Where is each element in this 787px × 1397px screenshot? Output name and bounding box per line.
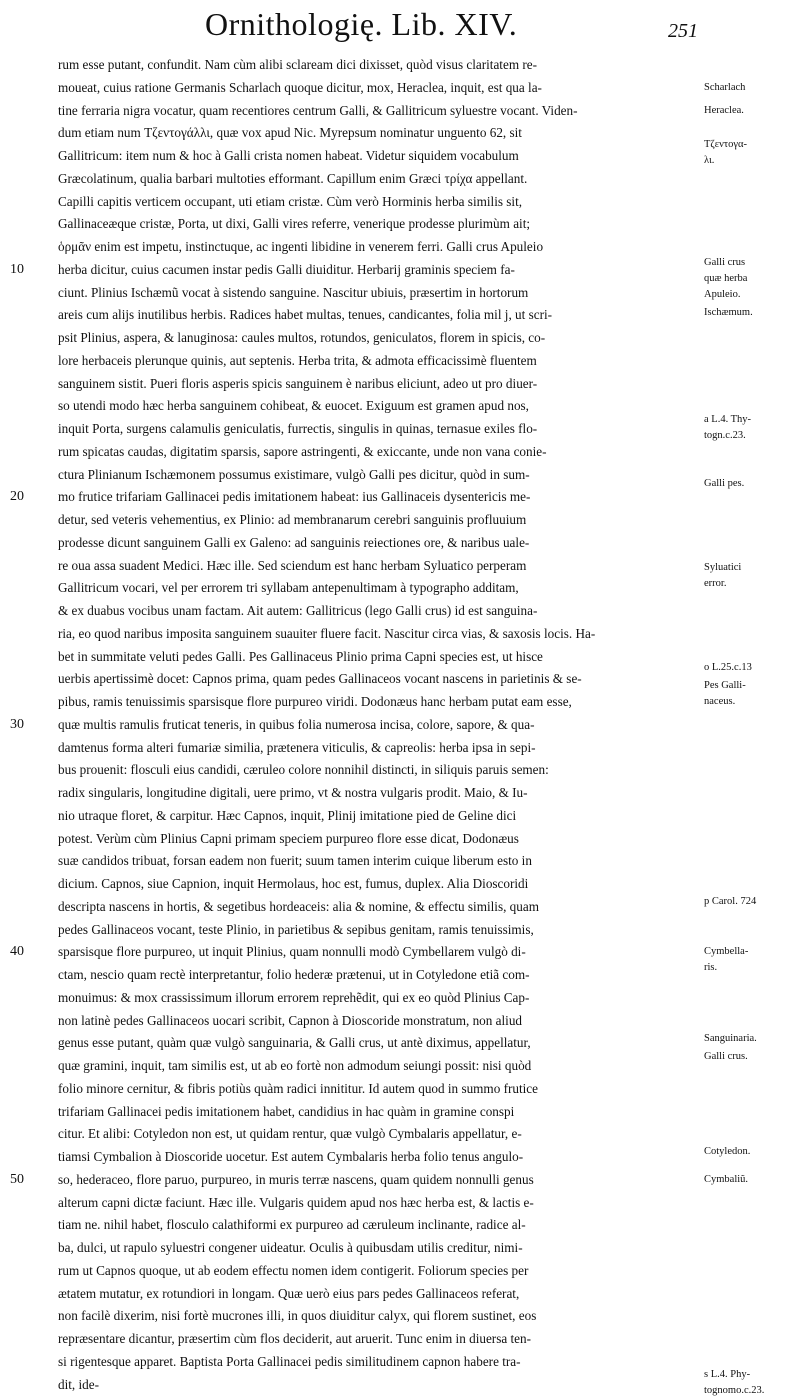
text-line: ria, eo quod naribus imposita sanguinem suauiter fluere facit. Nascitur circa vias, & saxosis locis. Ha- bbox=[58, 625, 596, 641]
margin-note: Ischæmum. bbox=[704, 306, 753, 318]
text-line: quæ multis ramulis fruticat teneris, in quibus folia numerosa incisa, colore, sapore, & qua- bbox=[58, 716, 535, 732]
text-line: descripta nascens in hortis, & segetibus hordeaceis: alia & nomine, & effectu similis, quam bbox=[58, 898, 539, 914]
text-line: monuimus: & mox crassissimum illorum errorem reprehẽdit, qui ex eo quòd Plinius Cap- bbox=[58, 989, 530, 1005]
line-number: 10 bbox=[10, 261, 24, 277]
running-head: Ornithologię. Lib. XIV. bbox=[205, 6, 518, 42]
text-line: psit Plinius, aspera, & lanuginosa: caules multos, rotundos, geniculatos, florem in spicis, co- bbox=[58, 330, 546, 345]
text-line: dum etiam num Τζεντογάλλι, quæ vox apud Nic. Myrepsum nominatur unguento 62, sit bbox=[58, 125, 522, 141]
text-line: so, hederaceo, flore paruo, purpureo, in muris terræ nascens, quam quidem nonnulli genus bbox=[58, 1171, 534, 1187]
text-line: bet in summitate veluti pedes Galli. Pes Gallinaceus Plinio prima Capni species est, ut hisce bbox=[58, 648, 543, 664]
text-line: tine ferraria nigra vocatur, quam recentiores centrum Galli, & Gallitricum syluestre vocant. Viden- bbox=[58, 102, 578, 118]
margin-note: Galli pes. bbox=[704, 477, 745, 489]
text-line: folio minore cernitur, & fibris potiùs quàm radici innititur. Id autem quod in summo frutice bbox=[58, 1080, 538, 1096]
margin-note: ris. bbox=[704, 962, 718, 974]
text-line: genus esse putant, quàm quæ vulgò sanguinaria, & Galli crus, ut antè diximus, appellatur, bbox=[58, 1035, 531, 1051]
text-line: rum spicatas caudas, digitatim sparsis, sapore astringenti, & exiccante, unde non vana conie- bbox=[58, 443, 547, 459]
text-line: Capilli capitis verticem occupant, uti etiam cristæ. Cùm verò Horminis herba similis sit, bbox=[58, 193, 523, 209]
margin-note: Cymbella- bbox=[704, 946, 749, 958]
margin-note: error. bbox=[704, 577, 727, 589]
text-line: si rigentesque apparet. Baptista Porta Gallinacei pedis similitudinem capnon habere tra- bbox=[58, 1353, 521, 1369]
margin-note: Heraclea. bbox=[704, 104, 744, 116]
text-line: tiam ne. nihil habet, flosculo calathiformi ex purpureo ad cæruleum inclinante, radice al- bbox=[58, 1217, 526, 1233]
text-line: Gallitricum: item num & hoc à Galli crista nomen habeat. Videtur siquidem vocabulum bbox=[58, 148, 519, 163]
text-line: alterum capni dictæ faciunt. Hæc ille. Vulgaris quidem apud nos hæc herba est, & lactis e- bbox=[58, 1194, 534, 1210]
text-line: trifariam Gallinacei pedis imitationem habet, candidius in hac quàm in gramine conspi bbox=[58, 1103, 515, 1119]
line-number: 50 bbox=[10, 1171, 24, 1187]
margin-note: s L.4. Phy- bbox=[704, 1369, 751, 1381]
text-line: pedes Gallinaceos vocant, teste Plinio, in parietibus & sepibus genitam, ramis tenuissimis, bbox=[58, 921, 534, 937]
text-line: repræsentare dicantur, præsertim cùm flos deciderit, aut aruerit. Tunc enim in diuersa ten- bbox=[58, 1331, 531, 1346]
text-line: radix singularis, longitudine digitali, uere primo, vt & nostra vulgaris prodit. Maio, & Iu- bbox=[58, 785, 528, 800]
text-line: non facilè dixerim, nisi fortè mucrones illi, in quos diuiditur calyx, qui florem sustinet, eos bbox=[58, 1308, 537, 1324]
text-line: ὁρμᾶν enim est impetu, instinctuque, ac ingenti libidine in venerem ferri. Galli crus Apuleio bbox=[58, 239, 544, 254]
text-line: quæ gramini, inquit, tam similis est, ut ab eo fortè non admodum seiungi possit: nisi quòd bbox=[58, 1058, 532, 1073]
text-line: rum esse putant, confundit. Nam cùm alibi sclaream dici dixisset, quòd visus claritatem re- bbox=[58, 57, 538, 72]
margin-note: λι. bbox=[704, 154, 715, 166]
text-line: suæ candidos tribuat, forsan eadem non fuerit; suum tamen interim cuique liberum esto in bbox=[58, 853, 532, 869]
text-line: rum ut Capnos quoque, ut ab eodem effectu nomen idem contigerit. Foliorum species per bbox=[58, 1262, 529, 1278]
margin-note: tognomo.c.23. bbox=[704, 1385, 765, 1397]
text-line: ctam, nescio quam rectè interpretantur, folio hederæ prætenui, ut in Cotyledone etiã com- bbox=[58, 967, 530, 982]
text-line: citur. Et alibi: Cotyledon non est, ut quidam rentur, quæ vulgò Cymbalaris appellatur, e- bbox=[58, 1126, 522, 1142]
margin-note: Apuleio. bbox=[704, 288, 741, 300]
line-number: 30 bbox=[10, 716, 24, 732]
text-line: re oua assa suadent Medici. Hæc ille. Sed sciendum est hanc herbam Syluatico perperam bbox=[58, 557, 527, 573]
text-line: mo frutice trifariam Gallinacei pedis imitationem habeat: ius Gallinaceis dysentericis me- bbox=[58, 489, 531, 505]
text-line: nio utraque floret, & carpitur. Hæc Capnos, inquit, Plinij imitatione pied de Geline dici bbox=[58, 807, 517, 823]
text-line: inquit Porta, surgens calamulis geniculatis, furrectis, singulis in quinas, ternasue exiles flo- bbox=[58, 421, 538, 436]
text-line: so utendi modo hæc herba sanguinem cohibeat, & euocet. Exiguum est gramen apud nos, bbox=[58, 398, 529, 414]
text-line: bus prouenit: flosculi eius candidi, cæruleo colore nonnihil distincti, in siliquis paruis semen: bbox=[58, 762, 549, 778]
margin-note: naceus. bbox=[704, 696, 736, 707]
margin-note: Cotyledon. bbox=[704, 1146, 751, 1158]
text-line: ætatem mutatur, ex rotundiori in longam. Quæ uerò eius pars pedes Gallinaceos referat, bbox=[58, 1285, 520, 1301]
text-line: moueat, cuius ratione Germanis Scharlach quoque dicitur, mox, Heraclea, inquit, est qua la- bbox=[58, 79, 542, 95]
page-number: 251 bbox=[668, 20, 698, 42]
text-line: Græcolatinum, qualia barbari multoties efformant. Capillum enim Græci τρίχα appellant. bbox=[58, 170, 528, 186]
line-number: 20 bbox=[10, 489, 24, 505]
text-line: ciunt. Plinius Ischæmũ vocat à sistendo sanguine. Nascitur ubiuis, præsertim in hortorum bbox=[58, 284, 529, 300]
margin-note: Pes Galli- bbox=[704, 680, 746, 692]
text-line: sanguinem sistit. Pueri floris asperis spicis sanguinem è naribus eliciunt, adeo ut pro diuer- bbox=[58, 375, 538, 391]
margin-note: Galli crus. bbox=[704, 1050, 748, 1062]
margin-note: o L.25.c.13 bbox=[704, 661, 752, 673]
text-line: areis cum alijs inutilibus herbis. Radices habet multas, tenues, candicantes, folia mil j, ut scri- bbox=[58, 307, 553, 323]
margin-note: p Carol. 724 bbox=[704, 896, 757, 908]
text-line: ba, dulci, ut rapulo syluestri congener uideatur. Oculis à quibusdam utilis creditur, nimi- bbox=[58, 1240, 523, 1255]
text-line: sparsisque flore purpureo, ut inquit Plinius, quam nonnulli modò Cymbellarem vulgò di- bbox=[58, 944, 526, 960]
text-line: prodesse dicunt sanguinem Galli ex Galeno: ad sanguinis reiectiones ore, & naribus uale- bbox=[58, 534, 530, 550]
text-line: Gallitricum vocari, vel per errorem tri syllabam antepenultimam à typographo additam, bbox=[58, 580, 519, 596]
margin-note: Galli crus bbox=[704, 256, 746, 268]
text-line: uerbis apertissimè docet: Capnos prima, quam pedes Gallinaceos vocant nascens in parietinis & se- bbox=[58, 671, 582, 687]
margin-note: Syluatici bbox=[704, 561, 742, 573]
line-number: 40 bbox=[10, 944, 24, 960]
text-line: detur, sed veteris vehementius, ex Plinio: ad membranarum cerebri sanguinis profluuium bbox=[58, 512, 527, 527]
text-line: non latinè pedes Gallinaceos uocari scribit, Capnon à Dioscoride monstratum, non aliud bbox=[58, 1012, 523, 1028]
text-line: dit, ide- bbox=[58, 1376, 100, 1392]
text-line: dicium. Capnos, siue Capnion, inquit Hermolaus, hoc est, fumus, duplex. Alia Dioscoridi bbox=[58, 876, 529, 891]
margin-note: quæ herba bbox=[704, 272, 748, 284]
text-line: tiamsi Cymbalion à Dioscoride uocetur. Est autem Cymbalaris herba folio tenus angulo- bbox=[58, 1149, 524, 1164]
main-text-block bbox=[58, 54, 698, 1396]
text-line: potest. Verùm cùm Plinius Capni primam speciem purpureo flore esse dicat, Dodonæus bbox=[58, 830, 519, 846]
text-line: ctura Plinianum Ischæmonem possumus existimare, vulgò Galli pes dicitur, quòd in sum- bbox=[58, 466, 530, 482]
text-line: damtenus forma alteri fumariæ similia, prætenera viticulis, & capreolis: herba ipsa in sepi- bbox=[58, 739, 536, 755]
margin-note: togn.c.23. bbox=[704, 429, 746, 441]
text-line: pibus, ramis tenuissimis sparsisque flore purpureo viridi. Dodonæus hanc herbam putat eam esse, bbox=[58, 694, 572, 709]
margin-note: Scharlach bbox=[704, 81, 746, 93]
text-line: & ex duabus vocibus unam factam. Ait autem: Gallitricus (lego Galli crus) id est sanguina- bbox=[58, 603, 538, 618]
text-line: Gallinaceæque cristæ, Porta, ut dixi, Galli vires referre, venerique prodesse plurimùm ait; bbox=[58, 216, 531, 232]
margin-note: Cymbaliũ. bbox=[704, 1173, 749, 1185]
margin-note: Τζεντογα- bbox=[704, 138, 748, 150]
text-line: herba dicitur, cuius cacumen instar pedis Galli diuiditur. Herbarij graminis speciem fa- bbox=[58, 261, 515, 277]
margin-note: Sanguinaria. bbox=[704, 1032, 757, 1044]
margin-note: a L.4. Thy- bbox=[704, 413, 752, 425]
text-line: lore herbaceis plerunque quinis, aut septenis. Herba trita, & admota efficacissimè fluentem bbox=[58, 352, 537, 368]
